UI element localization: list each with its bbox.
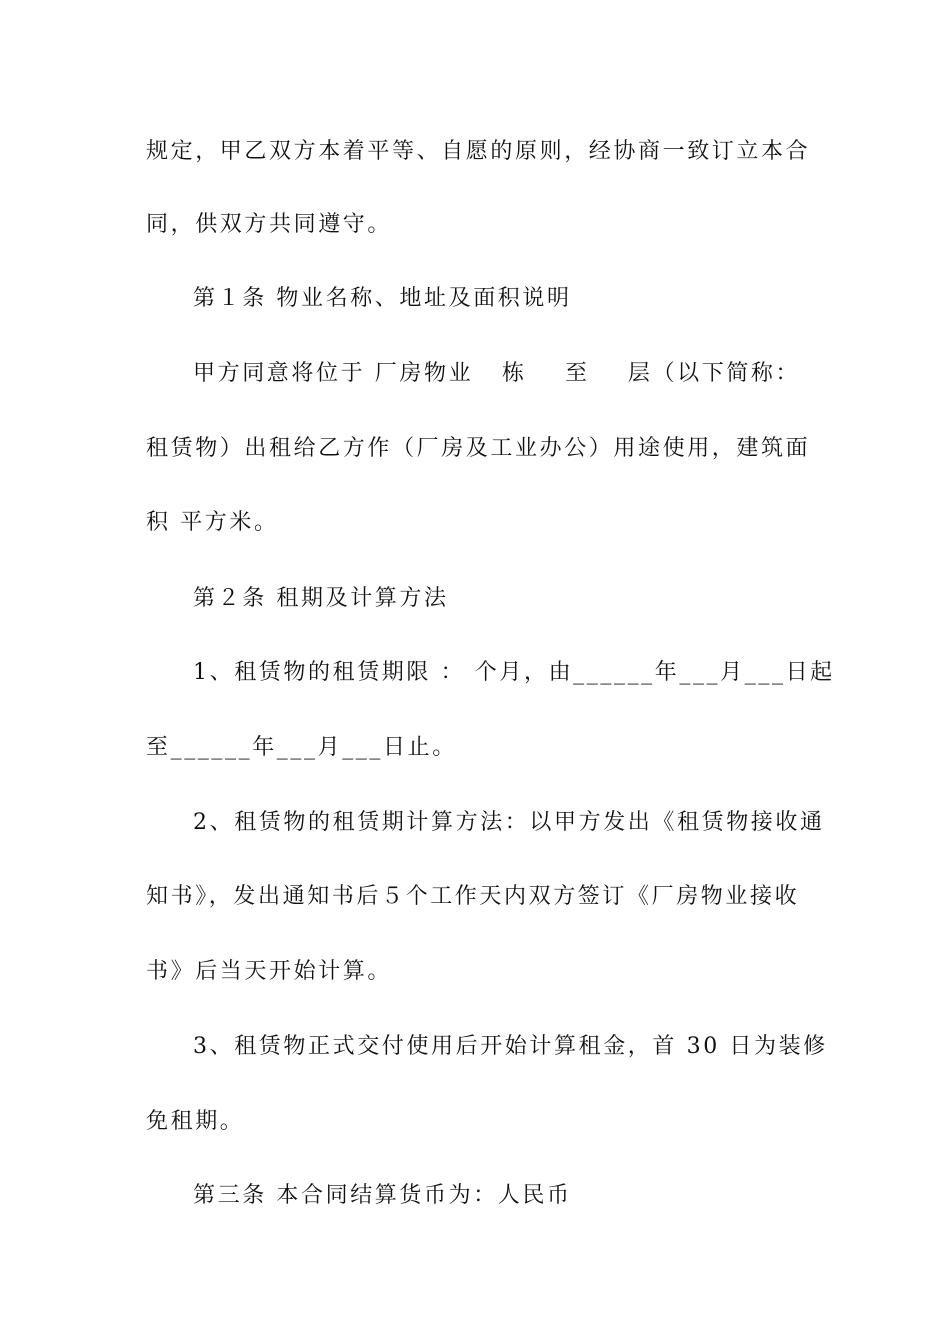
paragraph-line: 2、租赁物的租赁期计算方法：以甲方发出《租赁物接收通 [193, 810, 825, 835]
paragraph-line: 1、租赁物的租赁期限 ： 个月，由______年___月___日起 [193, 660, 835, 685]
paragraph-line: 书》后当天开始计算。 [146, 959, 393, 984]
paragraph-line: 免租期。 [146, 1109, 245, 1134]
paragraph-line: 甲方同意将位于 厂房物业 栋 至 层（以下简称： [193, 361, 801, 386]
paragraph-line: 知书》，发出通知书后５个工作天内双方签订《厂房物业接收 [146, 884, 800, 909]
paragraph-line: 规定，甲乙双方本着平等、自愿的原则，经协商一致订立本合 [146, 139, 811, 164]
paragraph-line: 至______年___月___日止。 [146, 735, 457, 760]
paragraph-line: 3、租赁物正式交付使用后开始计算租金，首 30 日为装修 [193, 1034, 828, 1059]
paragraph-line: 积 平方米。 [146, 510, 279, 535]
section-heading: 第三条 本合同结算货币为：人民币 [193, 1183, 572, 1208]
paragraph-line: 同，供双方共同遵守。 [146, 212, 393, 237]
section-heading: 第１条 物业名称、地址及面积说明 [193, 286, 572, 311]
paragraph-line: 租赁物）出租给乙方作（厂房及工业办公）用途使用，建筑面 [146, 436, 811, 461]
section-heading: 第２条 租期及计算方法 [193, 586, 449, 611]
